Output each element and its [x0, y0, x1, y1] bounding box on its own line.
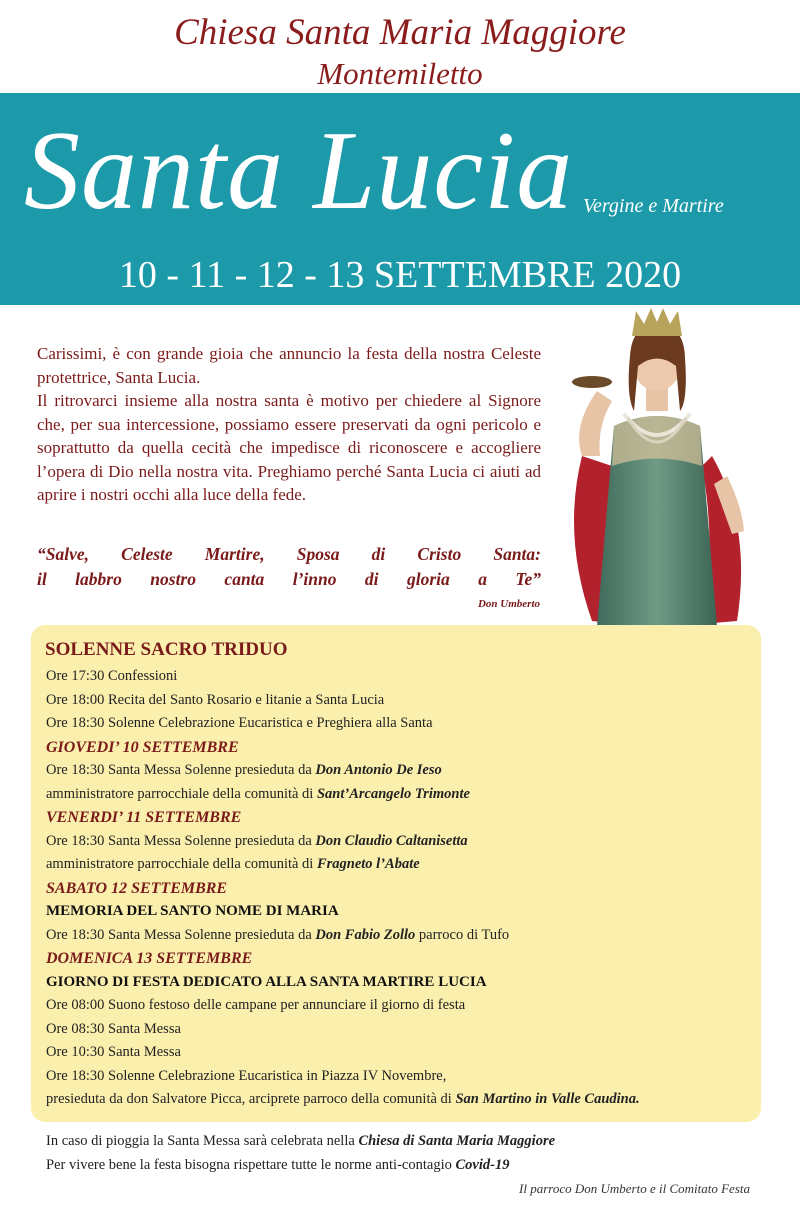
priest-name: Don Antonio De Ieso: [315, 762, 442, 778]
schedule-line: Ore 08:00 Suono festoso delle campane per annunciare il giorno di festa: [46, 997, 466, 1013]
letter-paragraph: Il ritrovarci insieme alla nostra santa è motivo per chiedere al Signore che, per sua intercessione, possiamo essere preservati da ogni pericolo e soprattutto da quella cecità che impedisce di riconoscere e accogliere l’opera di Dio nella nostra vita. Preghiamo perché Santa Lucia ci aiuti ad aprire i nostri occhi alla luce della fede.: [37, 391, 541, 504]
saint-title: Santa Lucia: [24, 109, 574, 233]
schedule-line: Ore 18:30 Santa Messa Solenne presieduta da Don Fabio Zollo parroco di Tufo: [46, 926, 510, 943]
day-subtitle: GIORNO DI FESTA DEDICATO ALLA SANTA MARTIRE LUCIA: [46, 973, 487, 990]
church-location: Chiesa di Santa Maria Maggiore: [358, 1133, 556, 1149]
program-box: [31, 625, 761, 1122]
schedule-line: Ore 18:30 Santa Messa Solenne presieduta da Don Claudio Caltanisetta: [46, 832, 468, 849]
schedule-line: Ore 18:30 Solenne Celebrazione Eucaristica in Piazza IV Novembre,: [46, 1067, 447, 1084]
day-subtitle: MEMORIA DEL SANTO NOME DI MARIA: [46, 903, 339, 919]
schedule-line: Ore 10:30 Santa Messa: [46, 1044, 181, 1060]
footer-signature: Il parroco Don Umberto e il Comitato Festa: [519, 1181, 750, 1196]
program-title: SOLENNE SACRO TRIDUO: [45, 639, 288, 660]
schedule-line: Ore 18:30 Solenne Celebrazione Eucaristica e Preghiera alla Santa: [46, 715, 433, 731]
letter-signature: Don Umberto: [477, 598, 540, 610]
community-name: Fragneto l’Abate: [316, 856, 420, 872]
church-name: Chiesa Santa Maria Maggiore: [174, 12, 626, 53]
prayer-quote: [37, 542, 541, 592]
letter-paragraph: Carissimi, è con grande gioia che annuncio la festa della nostra Celeste protettrice, Santa Lucia.: [37, 344, 541, 387]
quote-line: il labbro nostro canta l’inno di gloria a Te”: [37, 569, 541, 589]
festival-dates: 10 - 11 - 12 - 13 SETTEMBRE 2020: [118, 254, 682, 296]
rain-notice: In caso di pioggia la Santa Messa sarà celebrata nella Chiesa di Santa Maria Maggiore: [46, 1133, 556, 1149]
schedule-line: presieduta da don Salvatore Picca, arciprete parroco della comunità di San Martino in Valle Caudina.: [46, 1091, 640, 1107]
schedule-line: amministratore parrocchiale della comunità di Fragneto l’Abate: [46, 856, 420, 872]
covid-notice: Per vivere bene la festa bisogna rispettare tutte le norme anti-contagio Covid-19: [46, 1156, 510, 1173]
schedule-line: Ore 18:00 Recita del Santo Rosario e litanie a Santa Lucia: [46, 691, 385, 708]
day-heading-thursday: GIOVEDI’ 10 SETTEMBRE: [46, 738, 239, 756]
title-banner: [0, 93, 800, 305]
community-name: Sant’Arcangelo Trimonte: [316, 785, 470, 802]
day-heading-friday: VENERDI’ 11 SETTEMBRE: [46, 809, 242, 826]
day-heading-sunday: DOMENICA 13 SETTEMBRE: [46, 950, 253, 967]
priest-name: Don Claudio Caltanisetta: [315, 832, 468, 849]
priest-name: Don Fabio Zollo: [315, 926, 416, 943]
schedule-line: amministratore parrocchiale della comunità di Sant’Arcangelo Trimonte: [46, 785, 470, 802]
pastor-letter: [37, 342, 541, 507]
footer-notes: [46, 1130, 766, 1177]
covid-label: Covid-19: [455, 1156, 510, 1173]
quote-line: “Salve, Celeste Martire, Sposa di Cristo Santa:: [37, 544, 541, 564]
saint-lucia-statue-image: [552, 306, 762, 628]
schedule-line: Ore 18:30 Santa Messa Solenne presieduta da Don Antonio De Ieso: [46, 762, 442, 778]
town-name: Montemiletto: [317, 56, 483, 91]
schedule-line: Ore 17:30 Confessioni: [46, 668, 178, 684]
saint-subtitle: Vergine e Martire: [583, 195, 724, 217]
community-name: San Martino in Valle Caudina.: [455, 1091, 640, 1107]
day-heading-saturday: SABATO 12 SETTEMBRE: [46, 879, 228, 897]
schedule-line: Ore 08:30 Santa Messa: [46, 1020, 181, 1037]
